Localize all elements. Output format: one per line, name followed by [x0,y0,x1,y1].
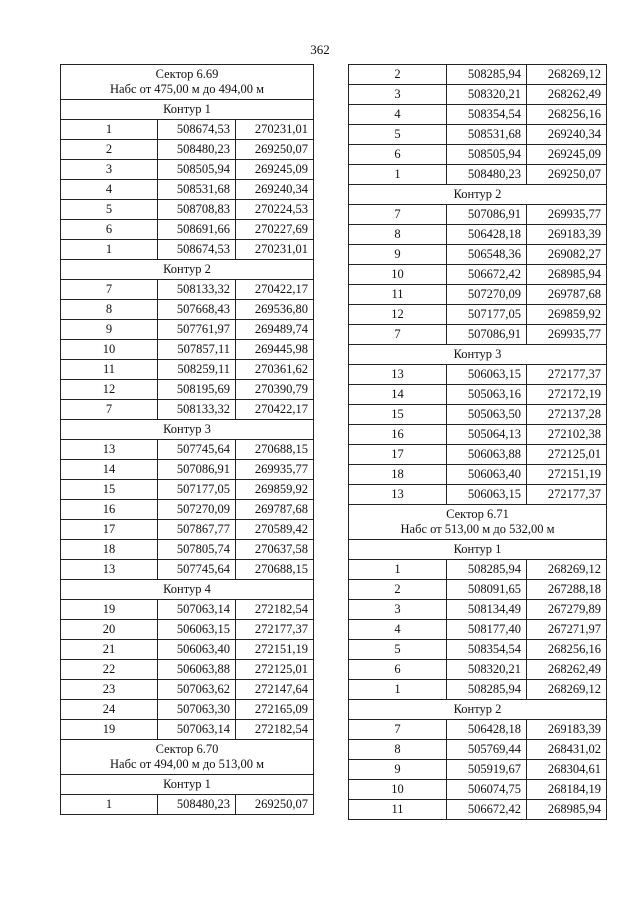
y-coordinate-cell: 268262,49 [527,85,607,105]
x-coordinate-cell: 508320,21 [447,660,527,680]
y-coordinate-cell: 272165,09 [236,700,314,720]
point-number-cell: 16 [349,425,447,445]
table-row [349,165,607,185]
contour-label: Контур 2 [61,260,314,280]
table-row [61,320,314,340]
x-coordinate-cell: 508354,54 [447,640,527,660]
table-row [61,440,314,460]
y-coordinate-cell: 272147,64 [236,680,314,700]
x-coordinate-cell: 507177,05 [158,480,236,500]
point-number-cell: 18 [349,465,447,485]
y-coordinate-cell: 269859,92 [236,480,314,500]
table-row [349,800,607,820]
y-coordinate-cell: 269250,07 [236,795,314,815]
sector-header [61,740,314,775]
table-row [349,720,607,740]
contour-label: Контур 2 [349,700,607,720]
y-coordinate-cell: 268431,02 [527,740,607,760]
x-coordinate-cell: 506063,15 [447,365,527,385]
y-coordinate-cell: 269082,27 [527,245,607,265]
y-coordinate-cell: 268985,94 [527,265,607,285]
y-coordinate-cell: 270390,79 [236,380,314,400]
sector-height-range: Набс от 475,00 м до 494,00 м [110,82,264,96]
table-row [61,140,314,160]
point-number-cell: 7 [61,280,158,300]
x-coordinate-cell: 506548,36 [447,245,527,265]
y-coordinate-cell: 272177,37 [527,365,607,385]
contour-header-row [61,775,314,795]
y-coordinate-cell: 268985,94 [527,800,607,820]
x-coordinate-cell: 507270,09 [158,500,236,520]
table-row [349,245,607,265]
y-coordinate-cell: 269250,07 [527,165,607,185]
point-number-cell: 1 [61,795,158,815]
x-coordinate-cell: 507086,91 [447,205,527,225]
y-coordinate-cell: 272125,01 [236,660,314,680]
point-number-cell: 3 [61,160,158,180]
table-row [349,365,607,385]
y-coordinate-cell: 268269,12 [527,65,607,85]
sector-header [61,65,314,100]
table-row [349,485,607,505]
x-coordinate-cell: 506428,18 [447,225,527,245]
table-row [61,280,314,300]
point-number-cell: 13 [349,485,447,505]
y-coordinate-cell: 268269,12 [527,680,607,700]
x-coordinate-cell: 507745,64 [158,440,236,460]
x-coordinate-cell: 506672,42 [447,265,527,285]
contour-label: Контур 3 [349,345,607,365]
y-coordinate-cell: 269245,09 [236,160,314,180]
y-coordinate-cell: 268262,49 [527,660,607,680]
table-row [349,760,607,780]
contour-label: Контур 1 [61,100,314,120]
x-coordinate-cell: 508285,94 [447,680,527,700]
x-coordinate-cell: 508177,40 [447,620,527,640]
table-row [61,640,314,660]
table-row [349,640,607,660]
point-number-cell: 12 [349,305,447,325]
y-coordinate-cell: 269240,34 [527,125,607,145]
table-row [349,145,607,165]
point-number-cell: 7 [349,205,447,225]
x-coordinate-cell: 508505,94 [158,160,236,180]
y-coordinate-cell: 268256,16 [527,640,607,660]
sector-title: Сектор 6.69 [155,67,219,81]
y-coordinate-cell: 269245,09 [527,145,607,165]
y-coordinate-cell: 270224,53 [236,200,314,220]
point-number-cell: 24 [61,700,158,720]
x-coordinate-cell: 507063,14 [158,720,236,740]
x-coordinate-cell: 507086,91 [447,325,527,345]
table-row [61,400,314,420]
point-number-cell: 6 [349,145,447,165]
point-number-cell: 17 [61,520,158,540]
table-row [61,660,314,680]
table-row [349,680,607,700]
x-coordinate-cell: 506063,40 [158,640,236,660]
table-row [61,120,314,140]
contour-header-row [349,185,607,205]
y-coordinate-cell: 270227,69 [236,220,314,240]
contour-label: Контур 1 [349,540,607,560]
y-coordinate-cell: 272172,19 [527,385,607,405]
table-row [61,240,314,260]
contour-header-row [349,700,607,720]
x-coordinate-cell: 508285,94 [447,560,527,580]
table-row [349,285,607,305]
y-coordinate-cell: 269445,98 [236,340,314,360]
table-row [61,480,314,500]
x-coordinate-cell: 506063,15 [447,485,527,505]
y-coordinate-cell: 272151,19 [236,640,314,660]
y-coordinate-cell: 269536,80 [236,300,314,320]
point-number-cell: 13 [349,365,447,385]
y-coordinate-cell: 269240,34 [236,180,314,200]
x-coordinate-cell: 505064,13 [447,425,527,445]
point-number-cell: 20 [61,620,158,640]
y-coordinate-cell: 270688,15 [236,560,314,580]
table-row [349,465,607,485]
x-coordinate-cell: 508505,94 [447,145,527,165]
x-coordinate-cell: 508691,66 [158,220,236,240]
x-coordinate-cell: 508259,11 [158,360,236,380]
table-row [349,405,607,425]
x-coordinate-cell: 508133,32 [158,400,236,420]
page-number: 362 [310,42,330,57]
contour-label: Контур 1 [61,775,314,795]
contour-label: Контур 3 [61,420,314,440]
point-number-cell: 4 [349,105,447,125]
y-coordinate-cell: 269935,77 [236,460,314,480]
table-row [61,520,314,540]
x-coordinate-cell: 507270,09 [447,285,527,305]
x-coordinate-cell: 508480,23 [158,795,236,815]
x-coordinate-cell: 508320,21 [447,85,527,105]
table-row [61,620,314,640]
x-coordinate-cell: 506428,18 [447,720,527,740]
point-number-cell: 5 [349,125,447,145]
sector-header [349,505,607,540]
y-coordinate-cell: 268304,61 [527,760,607,780]
point-number-cell: 5 [61,200,158,220]
point-number-cell: 1 [349,560,447,580]
y-coordinate-cell: 269489,74 [236,320,314,340]
point-number-cell: 6 [61,220,158,240]
point-number-cell: 1 [349,165,447,185]
y-coordinate-cell: 272102,38 [527,425,607,445]
point-number-cell: 8 [349,225,447,245]
y-coordinate-cell: 269859,92 [527,305,607,325]
x-coordinate-cell: 508285,94 [447,65,527,85]
x-coordinate-cell: 508195,69 [158,380,236,400]
point-number-cell: 7 [61,400,158,420]
y-coordinate-cell: 270231,01 [236,120,314,140]
x-coordinate-cell: 508480,23 [447,165,527,185]
point-number-cell: 11 [61,360,158,380]
point-number-cell: 19 [61,600,158,620]
table-row [61,160,314,180]
y-coordinate-cell: 268269,12 [527,560,607,580]
y-coordinate-cell: 272177,37 [236,620,314,640]
table-row [61,380,314,400]
table-row [349,560,607,580]
point-number-cell: 7 [349,325,447,345]
x-coordinate-cell: 508133,32 [158,280,236,300]
x-coordinate-cell: 508134,49 [447,600,527,620]
sector-title: Сектор 6.71 [446,507,509,521]
x-coordinate-cell: 507063,62 [158,680,236,700]
y-coordinate-cell: 269935,77 [527,325,607,345]
point-number-cell: 19 [61,720,158,740]
point-number-cell: 22 [61,660,158,680]
table-row [349,660,607,680]
sector-header-row [61,740,314,775]
x-coordinate-cell: 507857,11 [158,340,236,360]
x-coordinate-cell: 507668,43 [158,300,236,320]
point-number-cell: 9 [349,245,447,265]
point-number-cell: 3 [349,600,447,620]
y-coordinate-cell: 270688,15 [236,440,314,460]
y-coordinate-cell: 269935,77 [527,205,607,225]
y-coordinate-cell: 270637,58 [236,540,314,560]
x-coordinate-cell: 506672,42 [447,800,527,820]
y-coordinate-cell: 269183,39 [527,225,607,245]
y-coordinate-cell: 270422,17 [236,400,314,420]
y-coordinate-cell: 267271,97 [527,620,607,640]
point-number-cell: 3 [349,85,447,105]
point-number-cell: 11 [349,285,447,305]
table-row [349,125,607,145]
table-row [61,460,314,480]
table-row [349,305,607,325]
table-row [349,265,607,285]
y-coordinate-cell: 270589,42 [236,520,314,540]
y-coordinate-cell: 272182,54 [236,720,314,740]
x-coordinate-cell: 508531,68 [158,180,236,200]
table-row [61,700,314,720]
contour-header-row [61,580,314,600]
table-row [349,620,607,640]
point-number-cell: 6 [349,660,447,680]
table-row [61,300,314,320]
y-coordinate-cell: 272151,19 [527,465,607,485]
point-number-cell: 21 [61,640,158,660]
x-coordinate-cell: 508708,83 [158,200,236,220]
point-number-cell: 13 [61,560,158,580]
y-coordinate-cell: 272137,28 [527,405,607,425]
coordinates-table-right [348,64,607,820]
point-number-cell: 23 [61,680,158,700]
point-number-cell: 4 [61,180,158,200]
y-coordinate-cell: 268184,19 [527,780,607,800]
table-row [349,205,607,225]
table-row [61,220,314,240]
x-coordinate-cell: 508091,65 [447,580,527,600]
contour-label: Контур 2 [349,185,607,205]
point-number-cell: 2 [349,65,447,85]
x-coordinate-cell: 506063,88 [447,445,527,465]
y-coordinate-cell: 272177,37 [527,485,607,505]
y-coordinate-cell: 267279,89 [527,600,607,620]
point-number-cell: 4 [349,620,447,640]
contour-label: Контур 4 [61,580,314,600]
x-coordinate-cell: 507761,97 [158,320,236,340]
point-number-cell: 14 [61,460,158,480]
x-coordinate-cell: 507867,77 [158,520,236,540]
point-number-cell: 2 [61,140,158,160]
x-coordinate-cell: 507063,14 [158,600,236,620]
table-row [349,600,607,620]
x-coordinate-cell: 505063,16 [447,385,527,405]
point-number-cell: 16 [61,500,158,520]
point-number-cell: 7 [349,720,447,740]
sector-height-range: Нaбс от 513,00 м до 532,00 м [400,522,555,536]
table-row [349,65,607,85]
table-row [61,340,314,360]
x-coordinate-cell: 506074,75 [447,780,527,800]
table-row [349,105,607,125]
contour-header-row [61,420,314,440]
point-number-cell: 9 [349,760,447,780]
table-row [61,360,314,380]
table-row [349,225,607,245]
y-coordinate-cell: 270422,17 [236,280,314,300]
point-number-cell: 12 [61,380,158,400]
point-number-cell: 1 [349,680,447,700]
table-row [61,560,314,580]
y-coordinate-cell: 272182,54 [236,600,314,620]
x-coordinate-cell: 505063,50 [447,405,527,425]
y-coordinate-cell: 269250,07 [236,140,314,160]
coordinates-table-left [60,64,314,815]
y-coordinate-cell: 269183,39 [527,720,607,740]
x-coordinate-cell: 506063,40 [447,465,527,485]
point-number-cell: 18 [61,540,158,560]
x-coordinate-cell: 508531,68 [447,125,527,145]
point-number-cell: 10 [61,340,158,360]
table-row [61,600,314,620]
point-number-cell: 8 [349,740,447,760]
contour-header-row [61,100,314,120]
contour-header-row [61,260,314,280]
point-number-cell: 10 [349,780,447,800]
point-number-cell: 17 [349,445,447,465]
y-coordinate-cell: 268256,16 [527,105,607,125]
sector-height-range: Набс от 494,00 м до 513,00 м [110,757,264,771]
table-row [61,180,314,200]
point-number-cell: 15 [349,405,447,425]
point-number-cell: 2 [349,580,447,600]
table-row [61,500,314,520]
y-coordinate-cell: 270231,01 [236,240,314,260]
table-row [349,780,607,800]
x-coordinate-cell: 507805,74 [158,540,236,560]
y-coordinate-cell: 269787,68 [236,500,314,520]
point-number-cell: 11 [349,800,447,820]
table-row [349,740,607,760]
point-number-cell: 1 [61,240,158,260]
x-coordinate-cell: 507086,91 [158,460,236,480]
contour-header-row [349,540,607,560]
y-coordinate-cell: 269787,68 [527,285,607,305]
point-number-cell: 14 [349,385,447,405]
contour-header-row [349,345,607,365]
table-row [349,580,607,600]
table-row [349,325,607,345]
y-coordinate-cell: 272125,01 [527,445,607,465]
table-row [61,540,314,560]
point-number-cell: 13 [61,440,158,460]
table-row [349,385,607,405]
point-number-cell: 15 [61,480,158,500]
y-coordinate-cell: 270361,62 [236,360,314,380]
point-number-cell: 8 [61,300,158,320]
x-coordinate-cell: 505769,44 [447,740,527,760]
y-coordinate-cell: 267288,18 [527,580,607,600]
sector-header-row [61,65,314,100]
table-row [349,425,607,445]
sector-header-row [349,505,607,540]
x-coordinate-cell: 508674,53 [158,120,236,140]
x-coordinate-cell: 508674,53 [158,240,236,260]
table-row [61,720,314,740]
x-coordinate-cell: 506063,88 [158,660,236,680]
sector-title: Сектор 6.70 [155,742,219,756]
x-coordinate-cell: 506063,15 [158,620,236,640]
table-row [349,445,607,465]
x-coordinate-cell: 508354,54 [447,105,527,125]
point-number-cell: 10 [349,265,447,285]
x-coordinate-cell: 508480,23 [158,140,236,160]
table-row [349,85,607,105]
x-coordinate-cell: 507745,64 [158,560,236,580]
x-coordinate-cell: 507063,30 [158,700,236,720]
point-number-cell: 5 [349,640,447,660]
table-row [61,200,314,220]
point-number-cell: 1 [61,120,158,140]
table-row [61,680,314,700]
x-coordinate-cell: 507177,05 [447,305,527,325]
point-number-cell: 9 [61,320,158,340]
x-coordinate-cell: 505919,67 [447,760,527,780]
table-row [61,795,314,815]
